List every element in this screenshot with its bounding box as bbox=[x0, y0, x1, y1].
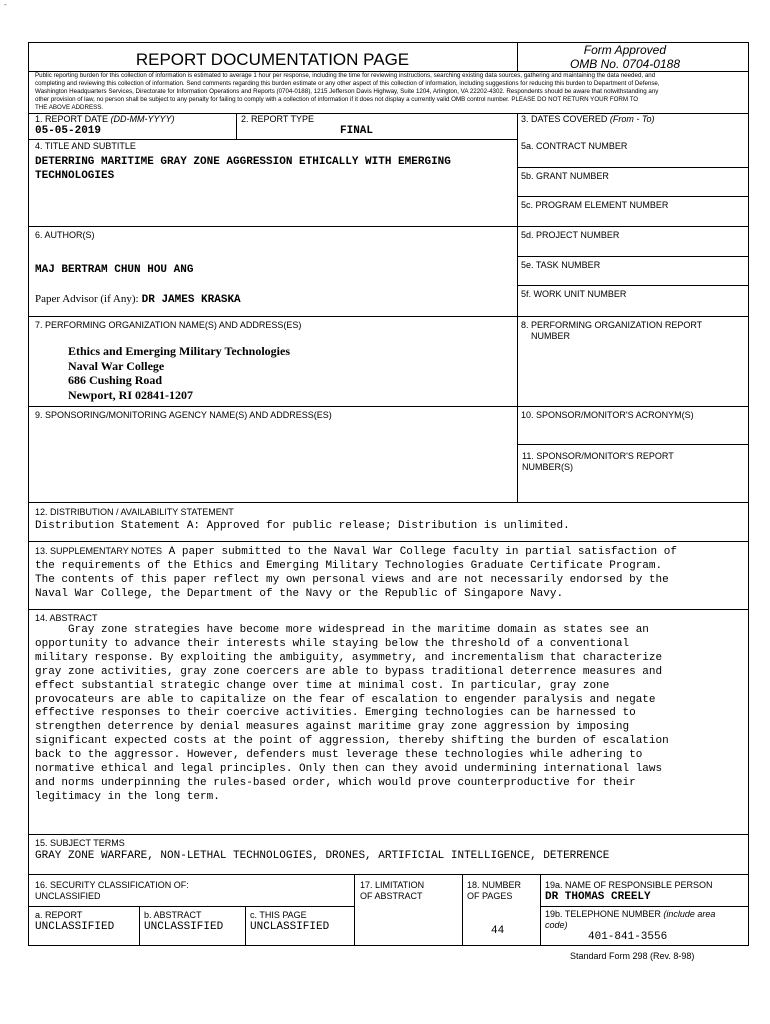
advisor-value: DR JAMES KRASKA bbox=[141, 294, 241, 306]
distribution-label: 12. DISTRIBUTION / AVAILABILITY STATEMENT bbox=[35, 507, 234, 517]
title-line: TECHNOLOGIES bbox=[35, 170, 115, 182]
program-label: 5c. PROGRAM ELEMENT NUMBER bbox=[521, 200, 669, 210]
abstract-line: effect substantial strategic change over time at minimal cost. In particular, gray zone bbox=[35, 679, 610, 692]
omb-number: OMB No. 0704-0188 bbox=[569, 57, 680, 71]
page-title: REPORT DOCUMENTATION PAGE bbox=[135, 50, 410, 69]
abstract-line: opportunity to advance their interests while staying below the threshold of a conventional bbox=[35, 637, 630, 650]
subject-label: 15. SUBJECT TERMS bbox=[35, 838, 125, 848]
abstract-line: gray zone activities, gray zone coercers are able to bypass traditional deterrence measures and bbox=[35, 665, 663, 678]
abstract-line: significant expected costs at the point of aggression, thereby shifting the burden of escalation bbox=[35, 735, 669, 748]
title-line: DETERRING MARITIME GRAY ZONE AGGRESSION ETHICALLY WITH EMERGING bbox=[35, 156, 451, 168]
burden-line: Public reporting burden for this collection of information is estimated to average 1 hour per response, including the time for reviewing instructions, searching existing data sources, gathering and maintaining the data needed, and bbox=[35, 72, 656, 79]
supplementary-notes bbox=[35, 545, 677, 601]
abstract-line: effective responses to their coercive activities. Emerging technologies can be harnessed to bbox=[35, 707, 636, 720]
subject-terms: GRAY ZONE WARFARE, NON-LETHAL TECHNOLOGIES, DRONES, ARTIFICIAL INTELLIGENCE, DETERRENCE bbox=[35, 850, 610, 862]
author-value: MAJ BERTRAM CHUN HOU ANG bbox=[35, 264, 194, 276]
grant-label: 5b. GRANT NUMBER bbox=[521, 171, 609, 181]
limitation-label: 17. LIMITATION OF ABSTRACT bbox=[360, 880, 425, 901]
advisor-prefix: Paper Advisor (if Any): bbox=[35, 293, 139, 305]
supp-line: The contents of this paper reflect my own personal views and are not necessarily endorsed by the bbox=[35, 574, 669, 586]
task-label: 5e. TASK NUMBER bbox=[521, 260, 601, 270]
work-unit-label: 5f. WORK UNIT NUMBER bbox=[521, 289, 627, 299]
report-date-value: 05-05-2019 bbox=[35, 125, 102, 137]
org-line: 686 Cushing Road bbox=[68, 373, 163, 387]
project-label: 5d. PROJECT NUMBER bbox=[521, 230, 620, 240]
phone-label: 19b. TELEPHONE NUMBER (include area code) bbox=[545, 909, 716, 930]
supp-line: Naval War College, the Department of the Navy or the Republic of Singapore Navy. bbox=[35, 588, 564, 600]
burden-line: completing and reviewing this collection of information. Send comments regarding this burden estimate or any other aspect of this collection of information, including suggestions for reducing this burden to Department of Defense, bbox=[35, 80, 660, 87]
resp-person-value: DR THOMAS CREELY bbox=[545, 891, 651, 903]
abstract-class-label: b. ABSTRACT bbox=[144, 910, 202, 920]
report-class-value: UNCLASSIFIED bbox=[35, 921, 115, 933]
report-date-label: 1. REPORT DATE (DD-MM-YYYY) bbox=[35, 114, 175, 124]
abstract-line: legitimacy in the long term. bbox=[35, 790, 220, 803]
dates-covered-label: 3. DATES COVERED (From - To) bbox=[521, 114, 655, 124]
form-approved: Form Approved bbox=[583, 43, 666, 57]
abstract-line: back to the aggressor. However, defenders must leverage these technologies while adhering to bbox=[35, 749, 643, 762]
contract-label: 5a. CONTRACT NUMBER bbox=[521, 141, 628, 151]
report-class-label: a. REPORT bbox=[35, 910, 83, 920]
abstract-line: normative ethical and legal principles. Only then can they avoid undermining international laws bbox=[35, 763, 663, 776]
page-class-label: c. THIS PAGE bbox=[250, 910, 307, 920]
perf-org-address bbox=[68, 344, 290, 402]
abstract-line: provocateurs are able to capitalize on the fear of escalation to engender paralysis and negate bbox=[35, 693, 656, 706]
perf-org-label: 7. PERFORMING ORGANIZATION NAME(S) AND ADDRESS(ES) bbox=[35, 320, 302, 330]
corner-mark: - bbox=[4, 0, 7, 9]
sponsor-label: 9. SPONSORING/MONITORING AGENCY NAME(S) AND ADDRESS(ES) bbox=[35, 410, 332, 420]
pages-value: 44 bbox=[491, 925, 505, 937]
burden-line: other provision of law, no person shall be subject to any penalty for failing to comply with a collection of information if it does not display a currently valid OMB control number. PLEASE DO NOT RETURN YOUR FORM TO bbox=[35, 96, 639, 103]
abstract-text bbox=[35, 624, 669, 805]
security-label: 16. SECURITY CLASSIFICATION OF: UNCLASSIFIED bbox=[35, 880, 189, 901]
supp-label: 13. SUPPLEMENTARY NOTES bbox=[35, 546, 163, 556]
org-line: Newport, RI 02841-1207 bbox=[68, 387, 193, 402]
abstract-line: and norms underpinning the rules-based order, which would prove counterproductive for their bbox=[35, 776, 636, 789]
perf-report-label: 8. PERFORMING ORGANIZATION REPORT NUMBER bbox=[521, 320, 703, 341]
report-type-value: FINAL bbox=[340, 125, 374, 137]
supp-line: A paper submitted to the Naval War College faculty in partial satisfaction of bbox=[168, 546, 677, 558]
advisor-line bbox=[35, 292, 241, 307]
org-line: Ethics and Emerging Military Technologies bbox=[68, 344, 291, 358]
authors-label: 6. AUTHOR(S) bbox=[35, 230, 95, 240]
abstract-line: military response. By exploiting the ambiguity, asymmetry, and incrementalism that characterize bbox=[35, 651, 663, 664]
title-label: 4. TITLE AND SUBTITLE bbox=[35, 141, 136, 151]
report-title bbox=[35, 155, 451, 183]
abstract-line: Gray zone strategies have become more widespread in the maritime domain as states see an bbox=[35, 624, 649, 636]
supp-line: the requirements of the Ethics and Emerging Military Technologies Graduate Certificate Program. bbox=[35, 560, 663, 572]
org-line: Naval War College bbox=[68, 358, 165, 373]
form-footer: Standard Form 298 (Rev. 8-98) bbox=[570, 951, 695, 961]
abstract-label: 14. ABSTRACT bbox=[35, 613, 98, 623]
resp-person-label: 19a. NAME OF RESPONSIBLE PERSON bbox=[545, 880, 713, 890]
sponsor-report-label: 11. SPONSOR/MONITOR'S REPORT NUMBER(S) bbox=[522, 451, 674, 472]
burden-statement bbox=[35, 72, 745, 112]
page-class-value: UNCLASSIFIED bbox=[250, 921, 330, 933]
phone-value: 401-841-3556 bbox=[588, 931, 668, 943]
report-date-format: (DD-MM-YYYY) bbox=[110, 114, 175, 124]
security-value: UNCLASSIFIED bbox=[35, 891, 101, 901]
burden-line: Washington Headquarters Services, Directorate for Information Operations and Reports (0704-0188), 1215 Jefferson Davis Highway, Suite 1204, Arlington, VA 22202-4302. Respondents should be aware that notwithstanding any bbox=[35, 88, 659, 95]
burden-line: THE ABOVE ADDRESS. bbox=[35, 104, 104, 111]
abstract-line: strengthen deterrence by denial measures against maritime gray zone aggression by imposing bbox=[35, 721, 630, 734]
distribution-value: Distribution Statement A: Approved for public release; Distribution is unlimited. bbox=[35, 520, 570, 532]
abstract-class-value: UNCLASSIFIED bbox=[144, 921, 224, 933]
report-type-label: 2. REPORT TYPE bbox=[241, 114, 315, 124]
sponsor-acronym-label: 10. SPONSOR/MONITOR'S ACRONYM(S) bbox=[521, 410, 694, 420]
dates-covered-hint: (From - To) bbox=[609, 114, 655, 124]
pages-label: 18. NUMBER OF PAGES bbox=[467, 880, 522, 901]
